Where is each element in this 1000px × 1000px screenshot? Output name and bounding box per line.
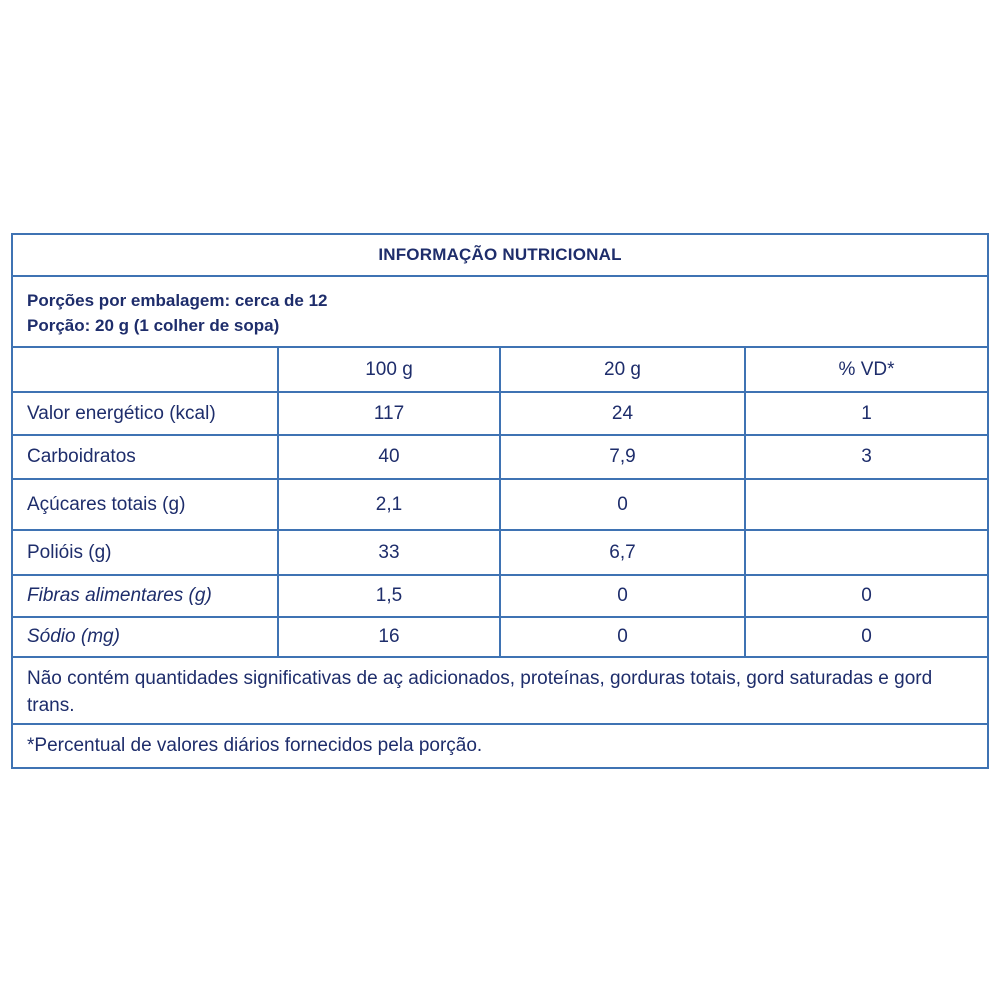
column-header-serving: 20 g [500, 348, 745, 392]
value-serving: 0 [500, 479, 745, 530]
value-vd [745, 479, 987, 530]
value-100g: 1,5 [278, 575, 500, 617]
nutrient-name: Fibras alimentares (g) [13, 575, 278, 617]
serving-size: Porção: 20 g (1 colher de sopa) [27, 316, 280, 335]
value-serving: 24 [500, 392, 745, 435]
column-header-vd: % VD* [745, 348, 987, 392]
value-100g: 16 [278, 617, 500, 657]
nutrient-name: Açúcares totais (g) [13, 479, 278, 530]
value-vd: 0 [745, 575, 987, 617]
column-header-row [13, 348, 987, 392]
portions-per-package: Porções por embalagem: cerca de 12 [27, 291, 328, 310]
value-serving: 0 [500, 617, 745, 657]
value-vd: 1 [745, 392, 987, 435]
value-100g: 117 [278, 392, 500, 435]
value-100g: 40 [278, 435, 500, 479]
value-vd: 0 [745, 617, 987, 657]
table-row [13, 575, 987, 617]
not-significant-note: Não contém quantidades significativas de aç adicionados, proteínas, gorduras totais, gord saturadas e gord trans. [13, 658, 987, 725]
table-title: INFORMAÇÃO NUTRICIONAL [13, 235, 987, 277]
nutrient-name: Valor energético (kcal) [13, 392, 278, 435]
table-row [13, 479, 987, 530]
portions-section [13, 277, 987, 348]
value-100g: 33 [278, 530, 500, 575]
value-serving: 6,7 [500, 530, 745, 575]
nutrient-name: Polióis (g) [13, 530, 278, 575]
table-row [13, 617, 987, 657]
daily-value-footnote: *Percentual de valores diários fornecidos pela porção. [27, 735, 483, 756]
column-header-nutrient [13, 348, 278, 392]
table-row [13, 435, 987, 479]
table-row [13, 392, 987, 435]
value-serving: 7,9 [500, 435, 745, 479]
value-100g: 2,1 [278, 479, 500, 530]
value-serving: 0 [500, 575, 745, 617]
column-header-100g: 100 g [278, 348, 500, 392]
nutrient-name: Carboidratos [13, 435, 278, 479]
table-row [13, 530, 987, 575]
nutrient-name: Sódio (mg) [13, 617, 278, 657]
value-vd: 3 [745, 435, 987, 479]
value-vd [745, 530, 987, 575]
nutrition-facts-table [11, 233, 989, 769]
nutrient-grid [13, 348, 987, 658]
